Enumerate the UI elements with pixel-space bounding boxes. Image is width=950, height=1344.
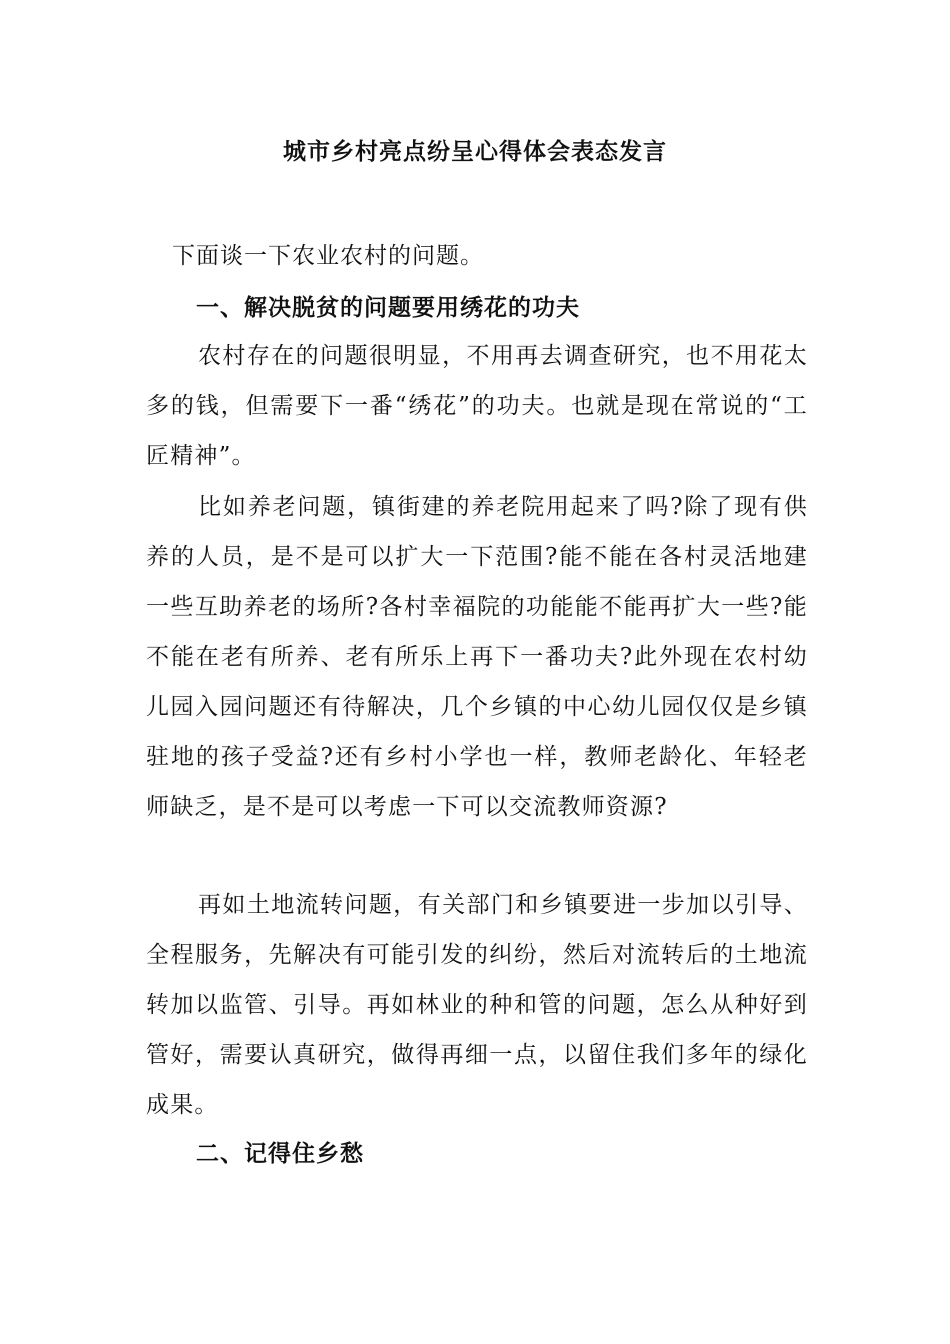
paragraph-1: 农村存在的问题很明显，不用再去调查研究，也不用花太多的钱，但需要下一番“绣花”的功夫。也就是现在常说的“工匠精神”。 bbox=[146, 343, 808, 469]
section-heading-2: 二、记得住乡愁 bbox=[196, 1140, 364, 1167]
section-heading-1: 一、解决脱贫的问题要用绣花的功夫 bbox=[196, 294, 580, 321]
document-title: 城市乡村亮点纷呈心得体会表态发言 bbox=[283, 138, 667, 165]
paragraph-2: 比如养老问题，镇街建的养老院用起来了吗?除了现有供养的人员，是不是可以扩大一下范围?能不能在各村灵活地建一些互助养老的场所?各村幸福院的功能能不能再扩大一些?能不能在老有所养、老有所乐上再下一番功夫?此外现在农村幼儿园入园问题还有待解决，几个乡镇的中心幼儿园仅仅是乡镇驻地的孩子受益?还有乡村小学也一样，教师老龄化、年轻老师缺乏，是不是可以考虑一下可以交流教师资源? bbox=[146, 494, 808, 820]
paragraph-3: 再如土地流转问题，有关部门和乡镇要进一步加以引导、全程服务，先解决有可能引发的纠纷，然后对流转后的土地流转加以监管、引导。再如林业的种和管的问题，怎么从种好到管好，需要认真研究，做得再细一点，以留住我们多年的绿化成果。 bbox=[146, 892, 808, 1118]
intro-text: 下面谈一下农业农村的问题。 bbox=[172, 243, 484, 269]
